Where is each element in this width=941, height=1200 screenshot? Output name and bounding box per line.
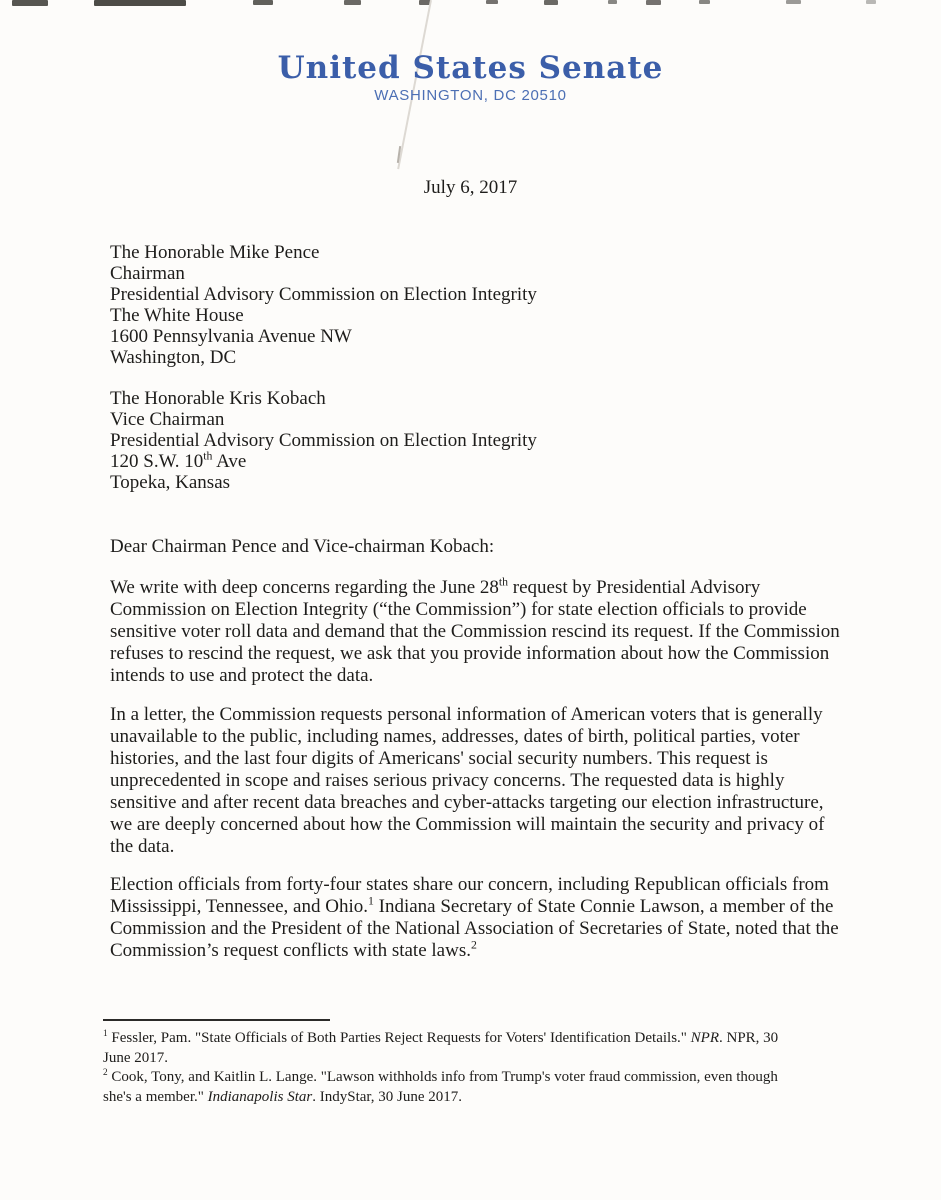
scan-artifact [866,0,876,4]
paragraph-2: In a letter, the Commission requests personal information of American voters that is generally unavailable to the public, including names, addresses, dates of birth, political parties, voter histories, and the last four digits of Americans' social security numbers. This request is unprecedented in scope and raises serious privacy concerns. The requested data is highly sensitive and after recent data breaches and cyber-attacks targeting our election infrastructure, we are deeply concerned about how the Commission will maintain the security and privacy of the data. [110,704,825,857]
recipient-block-kobach: The Honorable Kris Kobach Vice Chairman Presidential Advisory Commission on Election Integrity 120 S.W. 10th Ave Topeka, Kansas [110,388,537,493]
scan-artifact [253,0,273,5]
scan-artifact [94,0,186,6]
scan-artifact [344,0,361,5]
letter-date: July 6, 2017 [423,177,518,198]
footnote-separator [103,1019,330,1021]
paragraph-1: We write with deep concerns regarding the June 28th request by Presidential Advisory Commission on Election Integrity (“the Commission”) for state election officials to provide sensitive voter roll data and demand that the Commission rescind its request. If the Commission refuses to rescind the request, we ask that you provide information about how the Commission intends to use and protect the data. [110,575,840,686]
scan-artifact [646,0,661,5]
footnotes [103,1029,778,1107]
scan-artifact [12,0,48,6]
scan-artifact [786,0,801,4]
letterhead-address: WASHINGTON, DC 20510 [374,87,567,104]
scan-artifact [608,0,617,4]
recipient-block-pence: The Honorable Mike Pence Chairman Presidential Advisory Commission on Election Integrity The White House 1600 Pennsylvania Avenue NW Washington, DC [110,242,537,368]
scan-artifact [544,0,558,5]
footnote-1: $^1$ Fessler, Pam. "State Officials of Both Parties Reject Requests for Voters' Identification Details." NPR. NPR, 30 June 2017. [103,1029,779,1066]
footnote-2: $^2$ Cook, Tony, and Kaitlin L. Lange. "Lawson withholds info from Trump's voter fraud commission, even though she's a member." Indianapolis Star. IndyStar, 30 June 2017. [103,1068,778,1105]
paragraph-3: Election officials from forty-four states share our concern, including Republican officials from Mississippi, Tennessee, and Ohio.$^1$ Indiana Secretary of State Connie Lawson, a member of the Commission and the President of the National Association of Secretaries of State, noted that the Commission’s request conflicts with state laws.$^2$ [110,874,839,961]
scan-artifact [699,0,710,4]
letterhead-title: United States Senate [277,50,664,86]
salutation: Dear Chairman Pence and Vice-chairman Kobach: [110,536,495,557]
scan-artifact [486,0,498,4]
